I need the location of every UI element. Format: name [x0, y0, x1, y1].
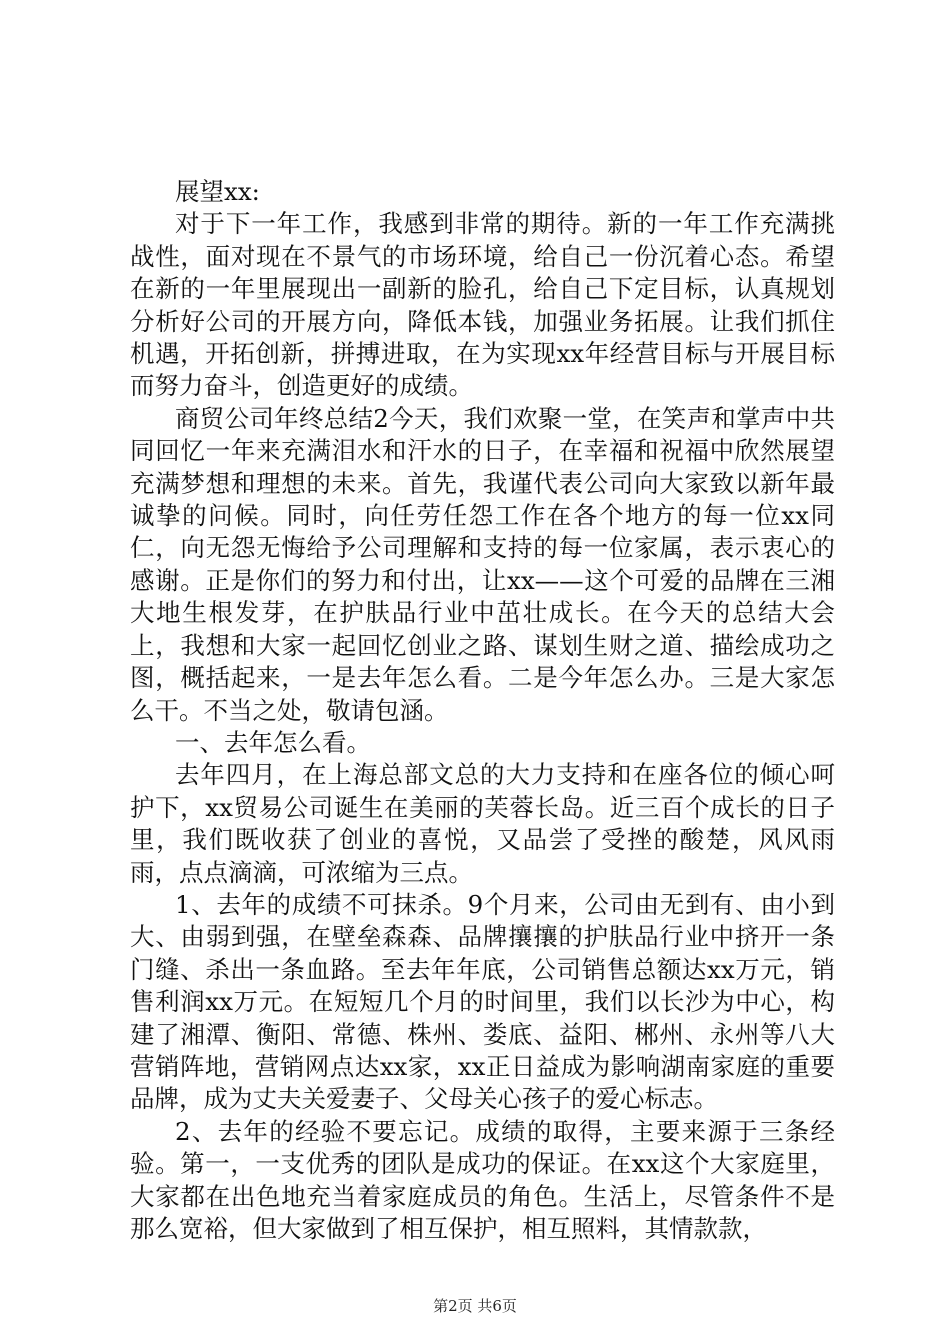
paragraph-next-year-work: 对于下一年工作，我感到非常的期待。新的一年工作充满挑战性，面对现在不景气的市场环境，给自己一份沉着心态。希望在新的一年里展现出一副新的脸孔，给自己下定目标，认真规划分析好公司的开展方向，降低本钱，加强业务拓展。让我们抓住机遇，开拓创新，拼搏进取，在为实现xx年经营目标与开展目标而努力奋斗，创造更好的成绩。 — [130, 209, 835, 401]
paragraph-company-founding: 去年四月，在上海总部文总的大力支持和在座各位的倾心呵护下，xx贸易公司诞生在美丽的芙蓉长岛。近三百个成长的日子里，我们既收获了创业的喜悦，又品尝了受挫的酸楚，风风雨雨，点点滴滴，可浓缩为三点。 — [130, 760, 835, 887]
document-body — [130, 176, 835, 1245]
section-heading-last-year: 一、去年怎么看。 — [175, 727, 371, 757]
paragraph-heading-outlook: 展望xx: — [175, 177, 260, 206]
paragraph-achievements: 1、去年的成绩不可抹杀。9个月来，公司由无到有、由小到大、由弱到强，在壁垒森森、品牌攘攘的护肤品行业中挤开一条门缝、杀出一条血路。至去年年底，公司销售总额达xx万元，销售利润xx万元。在短短几个月的时间里，我们以长沙为中心，构建了湘潭、衡阳、常德、株州、娄底、益阳、郴州、永州等八大营销阵地，营销网点达xx家，xx正日益成为影响湖南家庭的重要品牌，成为丈夫关爱妻子、父母关心孩子的爱心标志。 — [130, 889, 835, 1114]
paragraph-year-end-summary: 商贸公司年终总结2今天，我们欢聚一堂，在笑声和掌声中共同回忆一年来充满泪水和汗水的日子，在幸福和祝福中欣然展望充满梦想和理想的未来。首先，我谨代表公司向大家致以新年最诚挚的问候。同时，向任劳任怨工作在各个地方的每一位xx同仁，向无怨无悔给予公司理解和支持的每一位家属，表示衷心的感谢。正是你们的努力和付出，让xx——这个可爱的品牌在三湘大地生根发芽，在护肤品行业中茁壮成长。在今天的总结大会上，我想和大家一起回忆创业之路、谋划生财之道、描绘成功之图，概括起来，一是去年怎么看。二是今年怎么办。三是大家怎么干。不当之处，敬请包涵。 — [130, 403, 835, 725]
page-number-footer: 第2页 共6页 — [433, 1297, 517, 1315]
paragraph-experience: 2、去年的经验不要忘记。成绩的取得，主要来源于三条经验。第一，一支优秀的团队是成功的保证。在xx这个大家庭里，大家都在出色地充当着家庭成员的角色。生活上，尽管条件不是那么宽裕，但大家做到了相互保护，相互照料，其情款款， — [130, 1116, 835, 1243]
